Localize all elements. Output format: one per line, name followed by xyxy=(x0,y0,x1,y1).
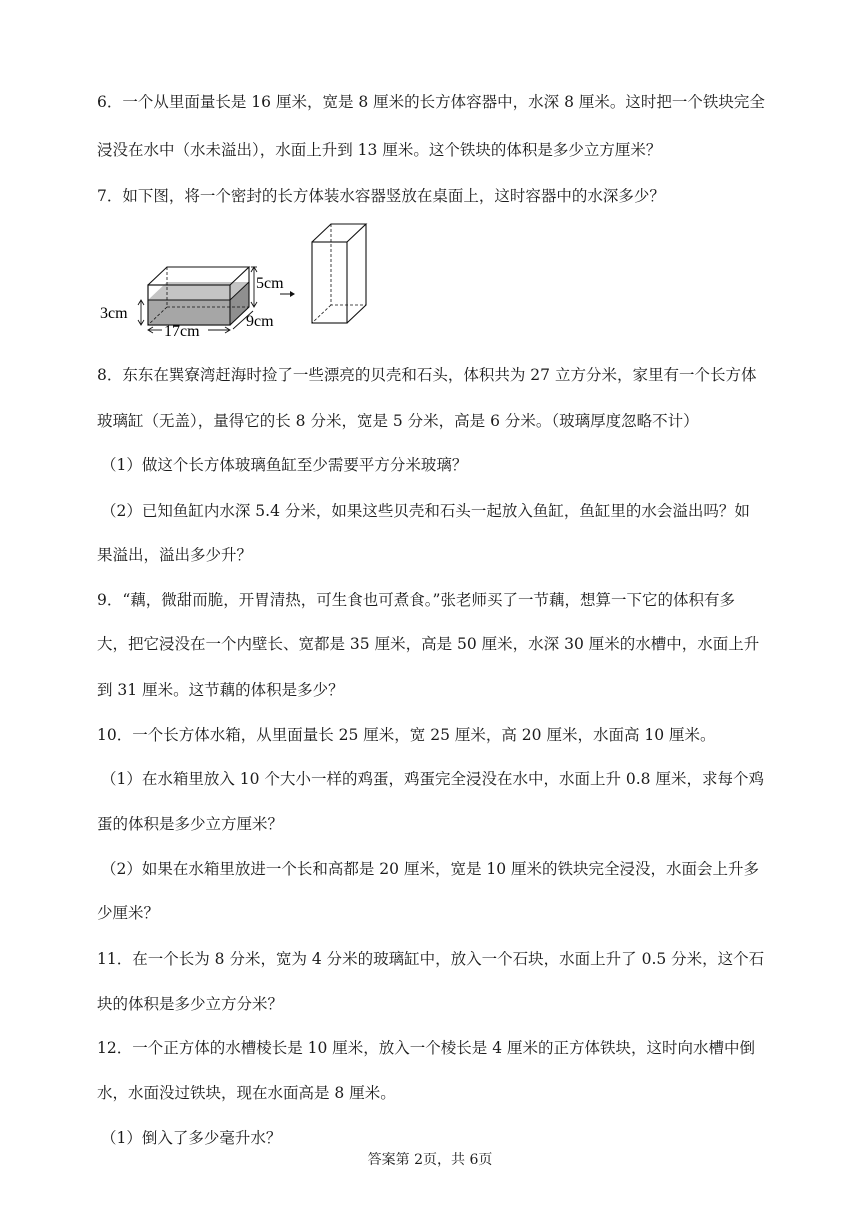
q12-line-2: 水，水面没过铁块，现在水面高是 8 厘米。 xyxy=(97,1084,396,1102)
q10-line-1: 10．一个长方体水箱，从里面量长 25 厘米，宽 25 厘米，高 20 厘米，水面高 10 厘米。 xyxy=(97,726,716,744)
label-17cm: 17cm xyxy=(164,323,200,338)
q6-line-2: 浸没在水中（水未溢出），水面上升到 13 厘米。这个铁块的体积是多少立方厘米？ xyxy=(97,141,662,159)
q11-line-1: 11．在一个长为 8 分米，宽为 4 分米的玻璃缸中，放入一个石块，水面上升了 0.5 分米，这个石 xyxy=(97,950,765,968)
q10-sub-1-line-1: （1）在水箱里放入 10 个大小一样的鸡蛋，鸡蛋完全浸没在水中，水面上升 0.8 厘米，求每个鸡 xyxy=(101,770,764,788)
q6-line-1: 6．一个从里面量长是 16 厘米，宽是 8 厘米的长方体容器中，水深 8 厘米。这时把一个铁块完全 xyxy=(97,93,765,111)
q8-sub-2-line-2: 果溢出，溢出多少升？ xyxy=(97,546,253,564)
vertical-box xyxy=(312,242,347,323)
q12-sub-1: （1）倒入了多少毫升水？ xyxy=(101,1129,282,1147)
q9-line-1: 9．“藕，微甜而脆，开胃清热，可生食也可煮食。”张老师买了一节藕，想算一下它的体积有多 xyxy=(97,591,735,609)
q11-line-2: 块的体积是多少立方分米？ xyxy=(97,995,284,1013)
q8-sub-2-line-1: （2）已知鱼缸内水深 5.4 分米，如果这些贝壳和石头一起放入鱼缸，鱼缸里的水会溢出吗？如 xyxy=(101,502,750,520)
q8-line-2: 玻璃缸（无盖），量得它的长 8 分米，宽是 5 分米，高是 6 分米。（玻璃厚度忽略不计） xyxy=(97,412,699,430)
q10-sub-2-line-1: （2）如果在水箱里放进一个长和高都是 20 厘米，宽是 10 厘米的铁块完全浸没，水面会上升多 xyxy=(101,860,760,878)
q9-line-3: 到 31 厘米。这节藕的体积是多少？ xyxy=(97,681,344,699)
q12-line-1: 12．一个正方体的水槽棱长是 10 厘米，放入一个棱长是 4 厘米的正方体铁块，这时向水槽中倒 xyxy=(97,1039,756,1057)
q7-line-1: 7．如下图，将一个密封的长方体装水容器竖放在桌面上，这时容器中的水深多少？ xyxy=(97,187,665,205)
q7-figure xyxy=(96,218,396,338)
label-3cm: 3cm xyxy=(100,305,128,322)
q8-sub-1: （1）做这个长方体玻璃鱼缸至少需要平方分米玻璃？ xyxy=(101,456,468,474)
q9-line-2: 大，把它浸没在一个内壁长、宽都是 35 厘米，高是 50 厘米，水深 30 厘米的水槽中，水面上升 xyxy=(97,635,760,653)
page-footer: 答案第 2页，共 6页 xyxy=(367,1152,493,1168)
q8-line-1: 8．东东在巽寮湾赶海时捡了一些漂亮的贝壳和石头，体积共为 27 立方分米，家里有一个长方体 xyxy=(97,366,757,384)
label-9cm: 9cm xyxy=(246,313,274,330)
container-diagram xyxy=(96,218,396,338)
water-front xyxy=(148,300,230,325)
label-5cm: 5cm xyxy=(256,275,284,292)
q10-sub-2-line-2: 少厘米？ xyxy=(97,904,160,922)
q10-sub-1-line-2: 蛋的体积是多少立方厘米？ xyxy=(97,815,284,833)
